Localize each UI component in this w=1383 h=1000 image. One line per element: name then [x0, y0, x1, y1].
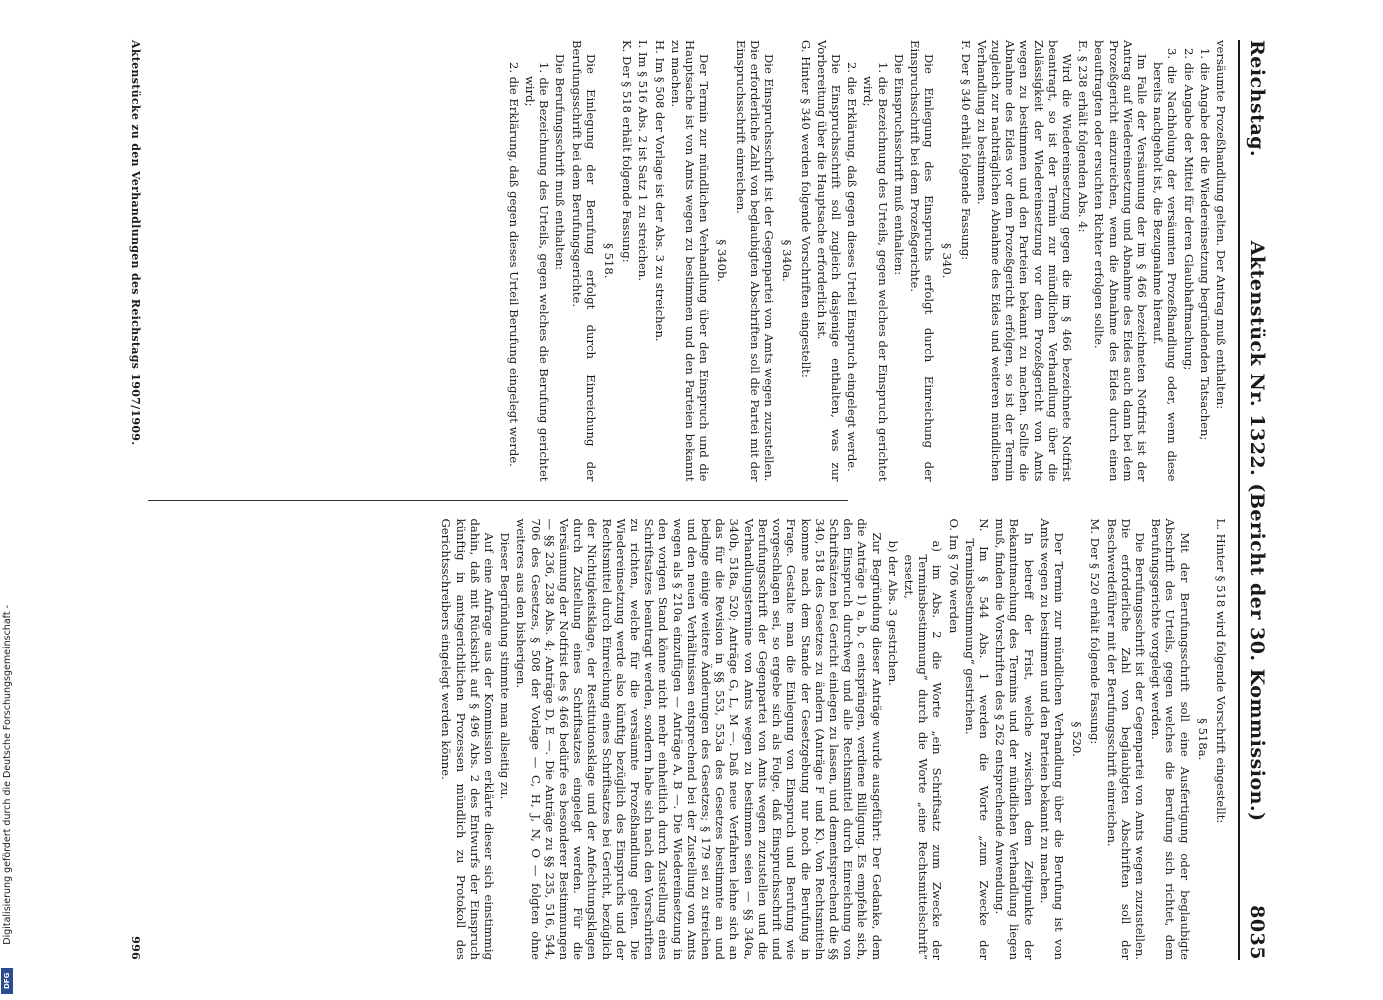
paragraph-title: § 340. [940, 243, 955, 279]
section-heading: I. Im § 516 Abs. 2 ist Satz 1 zu streichen. [636, 40, 651, 282]
paragraph: Mit der Berufungsschrift soll eine Ausfertigung oder beglaubigte Abschrift des Urteils, gegen welches die Berufung sich richtet, dem Berufungsgerichte vorgelegt werden. [1149, 518, 1192, 960]
paragraph: In betreff der Frist, welche zwischen dem Zeitpunkte der Bekanntmachung des Termins und der mündlichen Verhandlung liegen muß, finden die Vorschriften des § 262 entsprechende Anwendung. [993, 518, 1036, 960]
column-right [148, 519, 1228, 961]
digitization-note: Digitalisierung gefördert durch die Deutsche Forschungsgemeinschaft - [2, 605, 13, 945]
paragraph: versäumte Prozeßhandlung gelten. Der Antrag muß enthalten: [1214, 40, 1228, 410]
paragraph: Wird die Wiedereinsetzung gegen die im § 466 bezeichnete Notfrist beantragt, so ist der Termin zur mündlichen Verhandlung über die Zulässigkeit der Wiedereinsetzung vor dem Prozeßgericht von Amts wegen zu bestimmen und den Parteien bekannt zu machen. Sollte die Abnahme des Eides vor dem Prozeßgericht erfolgen, so ist der Termin zugleich zur nachträglichen Abnahme des Eides und weiteren mündlichen Verhandlung zu bestimmen. [974, 40, 1074, 482]
page-number: 8035 [1246, 905, 1268, 960]
paragraph: Der Termin zur mündlichen Verhandlung über die Berufung ist von Amts wegen zu bestimmen und den Parteien bekannt zu machen. [1037, 518, 1066, 960]
list-item: 2. die Erklärung, daß gegen dieses Urteil Berufung eingelegt werde. [506, 62, 521, 467]
paragraph: Die Einlegung der Berufung erfolgt durch Einreichung der Berufungsschrift bei dem Berufungsgerichte. [569, 40, 598, 482]
paragraph: Im Falle der Versäumung der im § 466 bezeichneten Notfrist ist der Antrag auf Wiedereinsetzung und Abnahme des Eides auch dann bei dem Prozeßgericht einzureichen, wenn die Abnahme des Eides durch einen beauftragten oder ersuchten Richter erfolgen sollte. [1092, 40, 1149, 482]
list-item: a) im Abs. 2 die Worte „ein Schriftsatz zum Zwecke der Terminsbestimmung“ durch die Worte „eine Rechtsmittelschrift“ ersetzt, [901, 540, 945, 960]
paragraph: Die Berufungsschrift muß enthalten: [553, 54, 568, 271]
paragraph: Der Termin zur mündlichen Verhandlung über den Einspruch und die Hauptsache ist von Amts wegen zu bestimmen und den Parteien bekannt zu machen. [668, 40, 712, 482]
paragraph: Dieser Begründung stimmte man allseitig zu. [498, 532, 513, 800]
section-heading: K. Der § 518 erhält folgende Fassung: [620, 40, 635, 263]
section-heading: N. Im § 544 Abs. 1 werden die Worte „zum Zwecke der Terminsbestimmung“ gestrichen. [962, 518, 991, 960]
paragraph: Die Einlegung des Einspruchs erfolgt durch Einreichung der Einspruchsschrift bei dem Prozeßgerichte. [907, 40, 937, 482]
paragraph: Die Berufungsschrift ist der Gegenpartei von Amts wegen zuzustellen. Die erforderliche Zahl von beglaubigten Abschriften soll der Beschwerdeführer mit der Berufungsschrift einreichen. [1104, 518, 1147, 960]
section-heading: O. Im § 706 werden [946, 518, 961, 634]
page-header [1238, 40, 1268, 960]
paragraph: Die Einspruchsschrift ist der Gegenpartei von Amts wegen zuzustellen. Die erforderliche Zahl von beglaubigten Abschriften soll die Partei mit der Einspruchsschrift einreichen. [733, 40, 777, 482]
paragraph: Die Einspruchsschrift soll zugleich dasjenige enthalten, was zur Vorbereitung über die Hauptsache erforderlich ist. [814, 40, 843, 482]
footer-page-number: 996 [129, 936, 142, 960]
paragraph: Zur Begründung dieser Anträge wurde ausgeführt: Der Gedanke, dem die Anträge 1) a, b, c entsprängen, verdiene Billigung. Es empfehle sich, den Einspruch durchweg und alle Rechtsmittel durch Einreichung von Schriftsätzen bei Gericht einlegen zu lassen, und dementsprechend die §§ 340, 518 des Gesetzes zu ändern (Anträge F und K). Von Rechtsmitteln komme nach dem Stande der Gesetzgebung nur noch die Berufung in Frage. Gestalte man die Einlegung von Einspruch und Berufung wie vorgeschlagen sei, so ergebe sich als Folge, daß Einspruchsschrift und Berufungsschrift der Gegenpartei von Amts wegen zuzustellen und die Verhandlungstermine von Amts wegen zu bestimmen seien — §§ 340a, 340b, 518a, 520; Anträge G, L, M —. Daß neue Verfahren lehne sich an das für die Revision in §§ 553, 553a des Gesetzes bestimmte an und bedinge einige weitere Änderungen des Gesetzes; § 179 sei zu streichen und den neuen Verhältnissen entsprechend bei der Zustellung von Amts wegen als § 210a einzufügen — Anträge A, B —. Die Wiedereinsetzung in den vorigen Stand könne nicht mehr einheitlich durch Zustellung eines Schriftsatzes beantragt werden, sondern habe sich nach den Vorschriften zu richten, welche für die versäumte Prozeßhandlung gelten. Die Wiedereinsetzung werde also künftig bezüglich des Einspruchs und der Rechtsmittel durch Einreichung eines Schriftsatzes bei Gericht, bezüglich der Nichtigkeitsklage, der Restitutionsklage und der Anfechtungsklagen durch Zustellung eines Schriftsatzes eingelegt werden. Für die Versäumung der Notfrist des § 466 bedürfe es besonderer Bestimmungen — §§ 236, 238 Abs. 4; Anträge D, E —. Die Anträge zu §§ 235, 516, 544, 706 des Gesetzes, § 508 der Vorlage — C, H, J, N, O — folgten ohne weiteres aus den bisherigen. [514, 518, 884, 960]
paragraph: Auf eine Anfrage aus der Kommission erklärte dieser sich einstimmig dahin, daß mit Rücksicht auf § 496 Abs. 2 des Entwurfs der Einspruch künftig in amtsgerichtlichen Prozessen mündlich zu Protokoll des Gerichtsschreibers eingelegt werden könne. [439, 518, 497, 960]
list-item: 3. die Nachholung der versäumten Prozeßhandlung oder, wenn diese bereits nachgeholt ist, die Bezugnahme hierauf. [1151, 48, 1180, 482]
list-item: 1. die Bezeichnung des Urteils, gegen welches die Berufung gerichtet wird; [523, 62, 552, 482]
section-heading: E. § 238 erhält folgenden Abs. 4: [1076, 40, 1091, 233]
section-heading: G. Hinter § 340 werden folgende Vorschriften eingestellt: [798, 40, 813, 378]
section-heading: L. Hinter § 518 wird folgende Vorschrift eingestellt: [1214, 518, 1228, 824]
page-footer [129, 40, 142, 960]
list-item: 2. die Erklärung, daß gegen dieses Urteil Einspruch eingelegt werde. [845, 62, 860, 472]
paragraph-title: § 518a. [1195, 718, 1210, 761]
list-item: 2. die Angabe der Mittel für deren Glaubhaftmachung; [1181, 48, 1196, 371]
section-heading: H. Im § 508 der Vorlage ist der Abs. 3 zu streichen. [652, 40, 667, 342]
header-title: Aktenstück Nr. 1322. (Bericht der 30. Kommission.) [1246, 240, 1268, 822]
paragraph: Die Einspruchsschrift muß enthalten: [891, 54, 906, 276]
dfg-logo: DFG [1, 968, 13, 994]
paragraph-title: § 520. [1070, 721, 1085, 757]
section-heading: M. Der § 520 erhält folgende Fassung: [1088, 518, 1103, 745]
footer-source: Aktenstücke zu den Verhandlungen des Reichstags 1907/1909. [129, 40, 142, 446]
column-divider [148, 500, 848, 501]
column-left [148, 40, 1228, 482]
text-columns [148, 40, 1228, 960]
list-item: b) der Abs. 3 gestrichen. [885, 540, 900, 686]
list-item: 1. die Angabe der die Wiedereinsetzung begründenden Tatsachen; [1197, 48, 1212, 441]
paragraph-title: § 518. [602, 243, 617, 279]
section-heading: F. Der § 340 erhält folgende Fassung: [958, 40, 973, 261]
paragraph-title: § 340b. [715, 239, 730, 283]
header-left: Reichstag. [1246, 40, 1268, 158]
paragraph-title: § 340a. [780, 239, 795, 282]
list-item: 1. die Bezeichnung des Urteils, gegen welches der Einspruch gerichtet wird; [861, 62, 890, 482]
